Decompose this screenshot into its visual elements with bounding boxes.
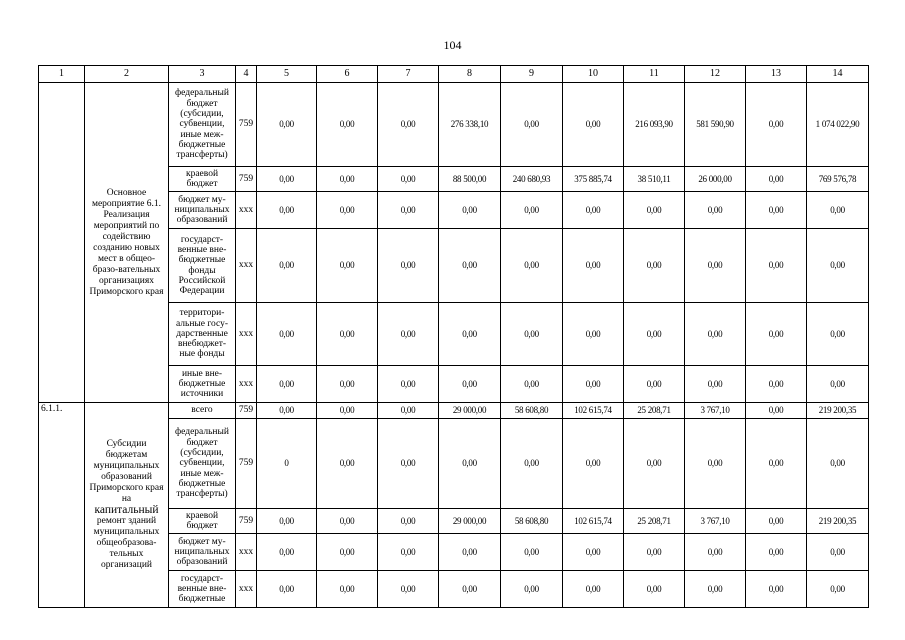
value-cell: 29 000,00	[439, 403, 501, 419]
value-cell: 0,00	[257, 534, 317, 571]
value-cell: 0,00	[624, 192, 685, 229]
value-cell: 216 093,90	[624, 83, 685, 167]
value-cell: 0,00	[257, 403, 317, 419]
value-cell: 0,00	[501, 571, 563, 608]
value-cell: 0,00	[563, 192, 624, 229]
item-code	[39, 83, 85, 403]
value-cell: 0,00	[317, 83, 378, 167]
value-cell: 0,00	[624, 534, 685, 571]
value-cell: 0,00	[685, 419, 746, 509]
value-cell: 0,00	[807, 534, 869, 571]
value-cell: 102 615,74	[563, 509, 624, 534]
value-cell: 0,00	[746, 419, 807, 509]
value-cell: 0,00	[378, 419, 439, 509]
value-cell: 0,00	[746, 403, 807, 419]
value-cell: 0,00	[378, 509, 439, 534]
budget-code: xxx	[236, 229, 257, 303]
funding-source: бюджет му-ниципальных образований	[169, 192, 236, 229]
value-cell: 276 338,10	[439, 83, 501, 167]
value-cell: 240 680,93	[501, 167, 563, 192]
table-row	[39, 83, 869, 167]
value-cell: 0,00	[317, 192, 378, 229]
value-cell: 0,00	[378, 403, 439, 419]
budget-code: xxx	[236, 192, 257, 229]
value-cell: 0,00	[501, 83, 563, 167]
value-cell: 88 500,00	[439, 167, 501, 192]
item-name-part: ремонт зданий муниципальных общеобразова-тельных организаций	[93, 516, 160, 570]
value-cell: 0,00	[746, 83, 807, 167]
value-cell: 0,00	[685, 366, 746, 403]
value-cell: 0,00	[439, 229, 501, 303]
value-cell: 0,00	[257, 366, 317, 403]
value-cell: 0,00	[439, 366, 501, 403]
value-cell: 0,00	[624, 229, 685, 303]
value-cell: 0,00	[746, 571, 807, 608]
value-cell: 0,00	[317, 509, 378, 534]
item-name	[85, 403, 169, 608]
budget-code: 759	[236, 167, 257, 192]
budget-code: xxx	[236, 571, 257, 608]
value-cell: 0,00	[257, 229, 317, 303]
value-cell: 0,00	[317, 303, 378, 366]
header-cell: 13	[746, 66, 807, 83]
value-cell: 0,00	[685, 192, 746, 229]
value-cell: 0,00	[624, 366, 685, 403]
budget-code: 759	[236, 419, 257, 509]
value-cell: 0,00	[317, 366, 378, 403]
value-cell: 0,00	[807, 192, 869, 229]
value-cell: 0,00	[746, 534, 807, 571]
value-cell: 0,00	[317, 534, 378, 571]
header-cell: 7	[378, 66, 439, 83]
value-cell: 102 615,74	[563, 403, 624, 419]
value-cell: 219 200,35	[807, 509, 869, 534]
funding-source: краевой бюджет	[169, 509, 236, 534]
value-cell: 0,00	[378, 303, 439, 366]
value-cell: 58 608,80	[501, 403, 563, 419]
value-cell: 0,00	[563, 571, 624, 608]
value-cell: 29 000,00	[439, 509, 501, 534]
value-cell: 0,00	[807, 571, 869, 608]
value-cell: 0,00	[378, 366, 439, 403]
budget-code: xxx	[236, 366, 257, 403]
value-cell: 0,00	[257, 303, 317, 366]
value-cell: 0,00	[563, 366, 624, 403]
value-cell: 0,00	[317, 403, 378, 419]
value-cell: 0,00	[746, 303, 807, 366]
value-cell: 0,00	[378, 192, 439, 229]
value-cell: 0,00	[563, 229, 624, 303]
header-cell: 9	[501, 66, 563, 83]
value-cell: 375 885,74	[563, 167, 624, 192]
value-cell: 0,00	[317, 419, 378, 509]
value-cell: 0,00	[807, 419, 869, 509]
value-cell: 0,00	[624, 303, 685, 366]
value-cell: 0,00	[439, 192, 501, 229]
header-cell: 12	[685, 66, 746, 83]
funding-source: краевой бюджет	[169, 167, 236, 192]
item-code: 6.1.1.	[39, 403, 85, 608]
value-cell: 0,00	[439, 303, 501, 366]
value-cell: 0,00	[317, 229, 378, 303]
header-cell: 4	[236, 66, 257, 83]
value-cell: 0,00	[378, 83, 439, 167]
value-cell: 0,00	[746, 509, 807, 534]
budget-code: xxx	[236, 534, 257, 571]
value-cell: 0,00	[807, 366, 869, 403]
value-cell: 25 208,71	[624, 403, 685, 419]
budget-code: xxx	[236, 303, 257, 366]
value-cell: 0,00	[501, 192, 563, 229]
value-cell: 0,00	[257, 509, 317, 534]
value-cell: 0,00	[746, 167, 807, 192]
funding-source: федеральный бюджет (субсидии, субвенции, иные меж-бюджетные трансферты)	[169, 419, 236, 509]
value-cell: 0,00	[501, 419, 563, 509]
value-cell: 0,00	[563, 534, 624, 571]
value-cell: 0,00	[501, 229, 563, 303]
value-cell: 0,00	[685, 303, 746, 366]
value-cell: 581 590,90	[685, 83, 746, 167]
value-cell: 0,00	[685, 534, 746, 571]
funding-source: территори-альные госу-дарственные внебюджет-ные фонды	[169, 303, 236, 366]
value-cell: 219 200,35	[807, 403, 869, 419]
value-cell: 0,00	[501, 534, 563, 571]
value-cell: 0,00	[685, 571, 746, 608]
value-cell: 0,00	[807, 303, 869, 366]
header-cell: 5	[257, 66, 317, 83]
funding-source: бюджет му-ниципальных образований	[169, 534, 236, 571]
budget-code: 759	[236, 403, 257, 419]
value-cell: 0,00	[439, 571, 501, 608]
header-cell: 6	[317, 66, 378, 83]
value-cell: 0,00	[807, 229, 869, 303]
header-row	[39, 66, 869, 83]
value-cell: 0,00	[746, 192, 807, 229]
value-cell: 3 767,10	[685, 509, 746, 534]
budget-table	[38, 65, 869, 608]
header-cell: 14	[807, 66, 869, 83]
item-name-part: капитальный	[94, 504, 159, 516]
value-cell: 0,00	[624, 571, 685, 608]
value-cell: 0,00	[257, 192, 317, 229]
value-cell: 0	[257, 419, 317, 509]
header-cell: 1	[39, 66, 85, 83]
value-cell: 0,00	[439, 419, 501, 509]
funding-source: федеральный бюджет (субсидии, субвенции, иные меж-бюджетные трансферты)	[169, 83, 236, 167]
value-cell: 0,00	[746, 229, 807, 303]
header-cell: 2	[85, 66, 169, 83]
value-cell: 0,00	[378, 167, 439, 192]
value-cell: 0,00	[317, 167, 378, 192]
page-number: 104	[443, 38, 462, 52]
funding-source: иные вне-бюджетные источники	[169, 366, 236, 403]
funding-source: государст-венные вне-бюджетные фонды Российской Федерации	[169, 229, 236, 303]
value-cell: 26 000,00	[685, 167, 746, 192]
value-cell: 769 576,78	[807, 167, 869, 192]
value-cell: 25 208,71	[624, 509, 685, 534]
value-cell: 0,00	[378, 229, 439, 303]
value-cell: 0,00	[501, 366, 563, 403]
header-cell: 8	[439, 66, 501, 83]
value-cell: 3 767,10	[685, 403, 746, 419]
value-cell: 0,00	[563, 303, 624, 366]
value-cell: 1 074 022,90	[807, 83, 869, 167]
budget-code: 759	[236, 83, 257, 167]
value-cell: 0,00	[501, 303, 563, 366]
value-cell: 58 608,80	[501, 509, 563, 534]
funding-source: государст-венные вне-бюджетные	[169, 571, 236, 608]
value-cell: 0,00	[378, 571, 439, 608]
value-cell: 0,00	[378, 534, 439, 571]
value-cell: 0,00	[563, 83, 624, 167]
value-cell: 0,00	[746, 366, 807, 403]
value-cell: 0,00	[685, 229, 746, 303]
funding-source: всего	[169, 403, 236, 419]
header-cell: 10	[563, 66, 624, 83]
item-name: Основное мероприятие 6.1. Реализация мероприятий по содействию созданию новых мест в общео-бразо-вательных организациях Приморского края	[85, 83, 169, 403]
header-cell: 3	[169, 66, 236, 83]
header-cell: 11	[624, 66, 685, 83]
table-row	[39, 403, 869, 419]
value-cell: 0,00	[624, 419, 685, 509]
value-cell: 0,00	[439, 534, 501, 571]
value-cell: 0,00	[257, 83, 317, 167]
value-cell: 38 510,11	[624, 167, 685, 192]
value-cell: 0,00	[563, 419, 624, 509]
budget-code: 759	[236, 509, 257, 534]
value-cell: 0,00	[257, 167, 317, 192]
item-name-part: Субсидии бюджетам муниципальных образований Приморского края на	[89, 439, 164, 504]
value-cell: 0,00	[257, 571, 317, 608]
value-cell: 0,00	[317, 571, 378, 608]
